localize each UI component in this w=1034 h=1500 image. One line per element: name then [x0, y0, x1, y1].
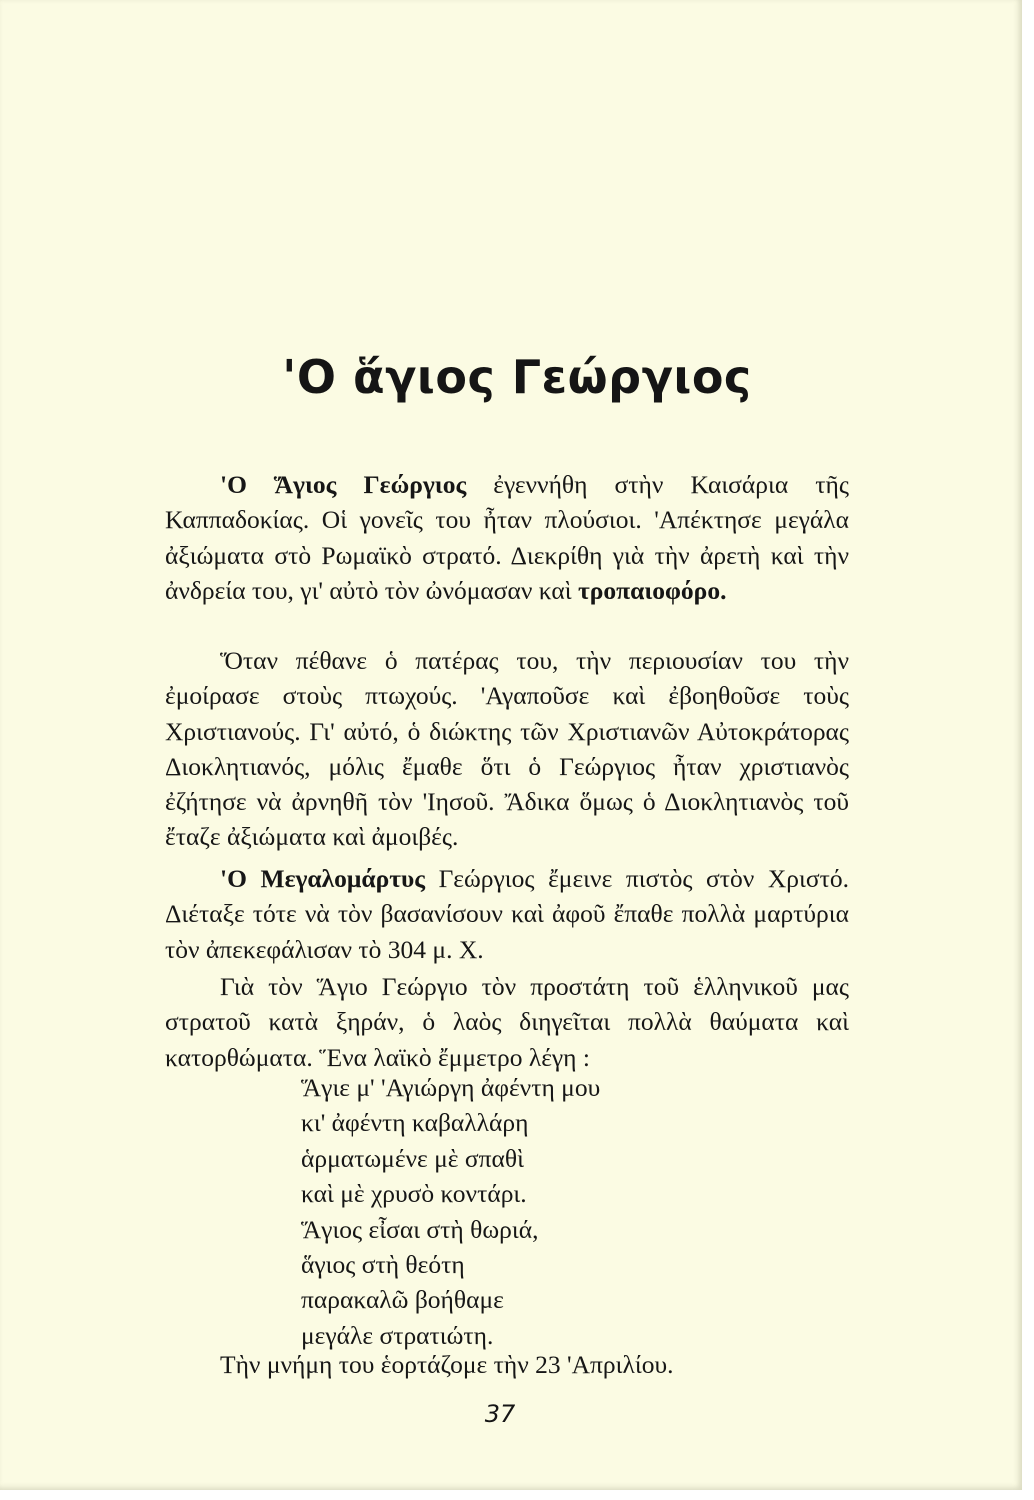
verse-line: κι' ἀφέντη καβαλλάρη	[301, 1108, 529, 1138]
verse-line: Ἅγιος εἶσαι στὴ θωριά,	[301, 1214, 539, 1244]
verse-line: μεγάλε στρατιώτη.	[301, 1320, 494, 1350]
chapter-title: 'Ο ἅγιος Γεώργιος	[282, 350, 752, 404]
paragraph-1	[165, 467, 849, 608]
page-number: 37	[484, 1400, 516, 1428]
verse-line: Ἅγιε μ' 'Αγιώργη ἀφέντη μου	[301, 1073, 601, 1102]
paragraph-3-body: Γεώργιος ἔμεινε πιστὸς στὸν Χριστό. Διέταξε τότε νὰ τὸν βασανίσουν καὶ ἀφοῦ ἔπαθε πολλὰ μαρτύρια τὸν ἀπεκεφάλισαν τὸ 304 μ. Χ.	[165, 864, 849, 964]
paragraph-3-bold-lead: 'Ο Μεγαλομάρτυς	[220, 864, 425, 893]
paragraph-1-bold-lead: 'Ο Ἅγιος Γεώργιος	[220, 470, 467, 499]
paragraph-1-body: ἐγεννήθη στὴν Καισάρια τῆς Καππαδοκίας. Οἱ γονεῖς του ἦταν πλούσιοι. 'Απέκτησε μεγάλα ἀξιώματα στὸ Ρωμαϊκὸ στρατό. Διεκρίθη γιὰ τὴν ἀρετὴ καὶ τὴν ἀνδρεία του, γι' αὐτὸ τὸν ὠνόμασαν καὶ	[165, 470, 849, 605]
feast-day-line: Τὴν μνήμη του ἑορτάζομε τὴν 23 'Απριλίου.	[220, 1350, 674, 1379]
paragraph-4-text: Γιὰ τὸν Ἅγιο Γεώργιο τὸν προστάτη τοῦ ἑλληνικοῦ μας στρατοῦ κατὰ ξηράν, ὁ λαὸς διηγεῖται πολλὰ θαύματα καὶ κατορθώματα. Ἕνα λαϊκὸ ἔμμετρο λέγη :	[165, 972, 849, 1072]
verse-line: παρακαλῶ βοήθαμε	[301, 1285, 504, 1315]
paragraph-3-text	[165, 861, 849, 967]
paragraph-4	[165, 969, 849, 1075]
folk-verse	[301, 1070, 600, 1353]
paragraph-3	[165, 861, 849, 967]
verse-line: ἁρματωμένε μὲ σπαθὶ	[301, 1143, 524, 1173]
paragraph-2-text: Ὅταν πέθανε ὁ πατέρας του, τὴν περιουσίαν του τὴν ἐμοίρασε στοὺς πτωχούς. 'Αγαποῦσε καὶ ἐβοηθοῦσε τοὺς Χριστιανούς. Γι' αὐτό, ὁ διώκτης τῶν Χριστιανῶν Αὐτοκράτορας Διοκλητιανός, μόλις ἔμαθε ὅτι ὁ Γεώργιος ἦταν χριστιανὸς ἐζήτησε νὰ ἀρνηθῆ τὸν 'Ιησοῦ. Ἄδικα ὅμως ὁ Διοκλητιανὸς τοῦ ἔταζε ἀξιώματα καὶ ἀμοιβές.	[165, 646, 849, 852]
paragraph-1-bold-tail: τροπαιοφόρο.	[578, 575, 727, 605]
paragraph-1-text	[165, 467, 849, 608]
verse-line: καὶ μὲ χρυσὸ κοντάρι.	[301, 1179, 527, 1209]
verse-line: ἅγιος στὴ θεότη	[301, 1250, 465, 1280]
paragraph-2	[165, 643, 849, 855]
